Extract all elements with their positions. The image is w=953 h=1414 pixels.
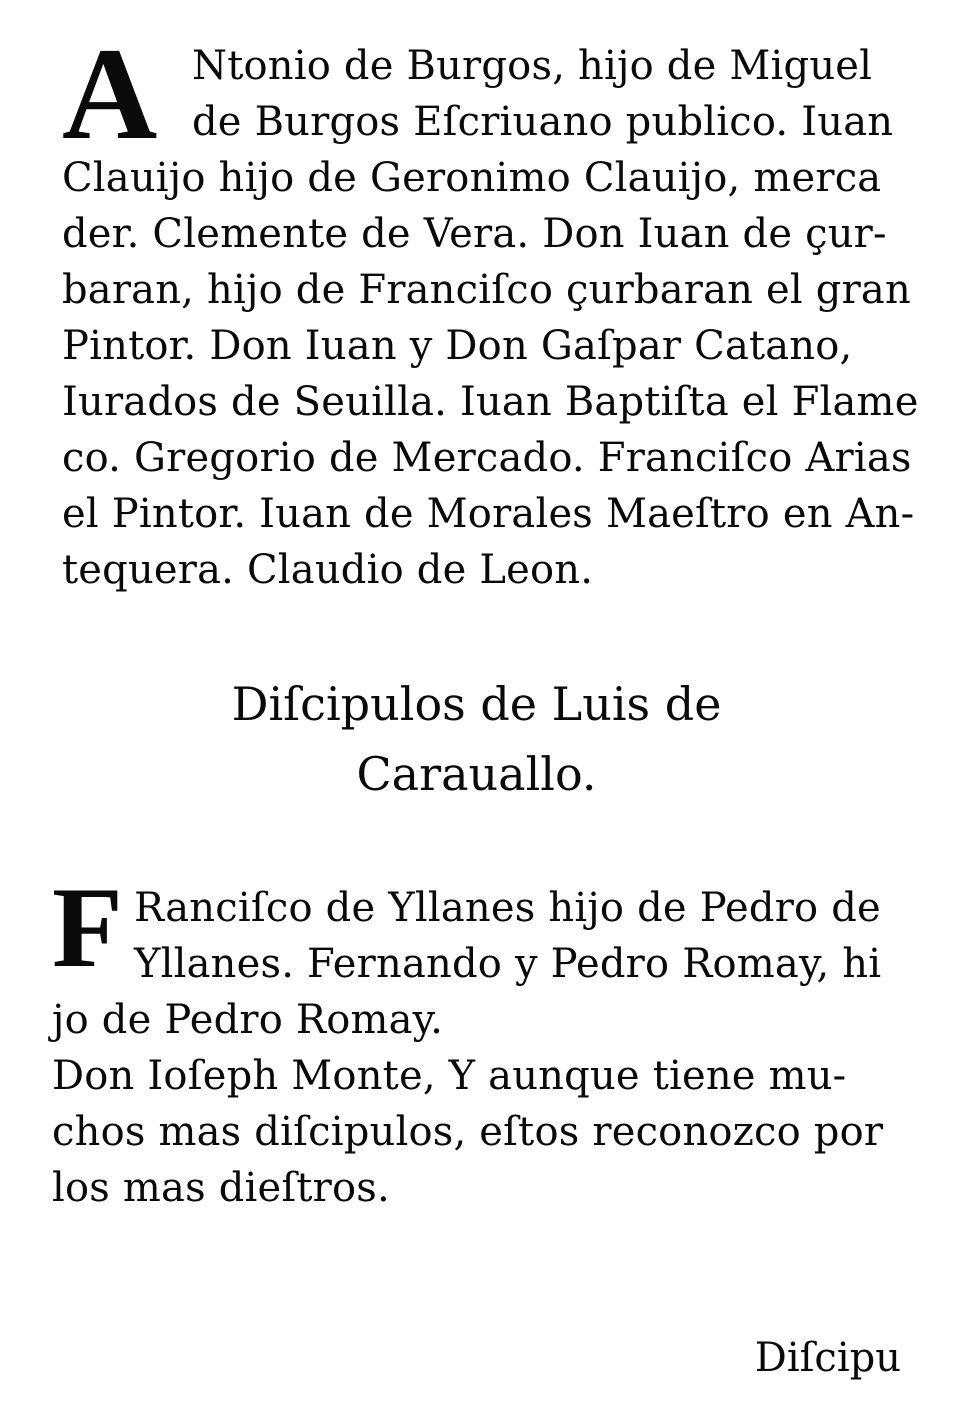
text-line: jo de Pedro Romay. bbox=[52, 997, 444, 1043]
text-line: los mas dieſtros. bbox=[52, 1165, 390, 1211]
drop-cap-initial-a: A bbox=[62, 20, 158, 167]
catchword: Diſcipu bbox=[754, 1335, 901, 1381]
text-line: tequera. Claudio de Leon. bbox=[62, 547, 594, 593]
text-line: Don Ioſeph Monte, Y aunque tiene mu- bbox=[52, 1053, 847, 1099]
text-line: co. Gregorio de Mercado. Franciſco Arias bbox=[62, 435, 912, 481]
text-line: der. Clemente de Vera. Don Iuan de çur- bbox=[62, 211, 887, 257]
drop-cap-initial-f: F bbox=[52, 864, 123, 992]
text-line: Pintor. Don Iuan y Don Gaſpar Catano, bbox=[62, 323, 853, 369]
section-heading-line-2: Carauallo. bbox=[356, 747, 597, 801]
text-line: el Pintor. Iuan de Morales Maeſtro en An- bbox=[62, 491, 915, 537]
text-line: Iurados de Seuilla. Iuan Baptiſta el Flame bbox=[62, 379, 919, 425]
text-line: chos mas diſcipulos, eſtos reconozco por bbox=[52, 1109, 884, 1155]
text-line: Yllanes. Fernando y Pedro Romay, hi bbox=[134, 941, 882, 987]
section-heading-line-1: Diſcipulos de Luis de bbox=[231, 677, 722, 731]
text-line: Clauijo hijo de Geronimo Clauijo, merca bbox=[62, 155, 882, 201]
text-line: baran, hijo de Franciſco çurbaran el gran bbox=[62, 267, 911, 313]
text-line: Ranciſco de Yllanes hijo de Pedro de bbox=[134, 885, 881, 931]
text-line: de Burgos Eſcriuano publico. Iuan bbox=[192, 99, 894, 145]
text-line: Ntonio de Burgos, hijo de Miguel bbox=[192, 43, 873, 89]
